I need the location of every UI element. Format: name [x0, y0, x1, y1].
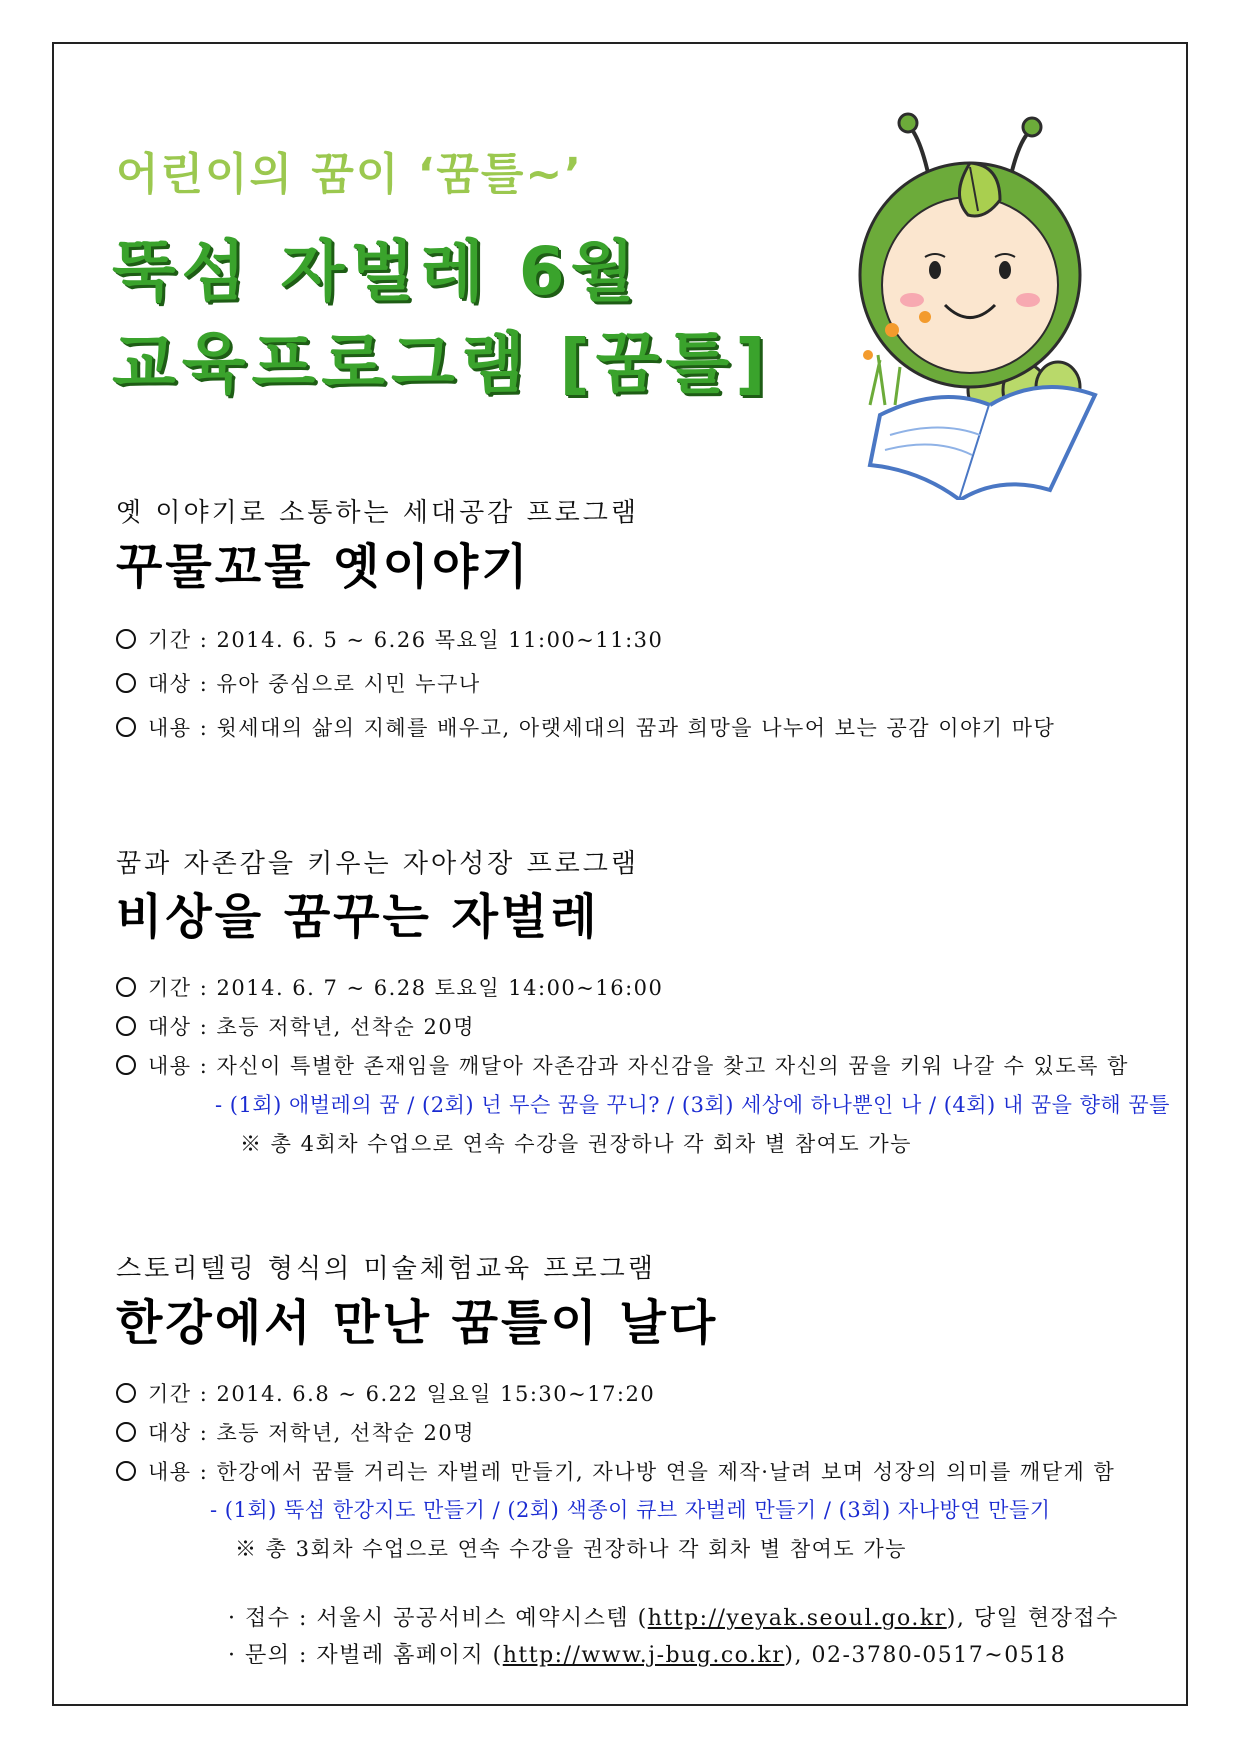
program-1-title: 꾸물꼬물 옛이야기 [116, 539, 531, 595]
program-3-subtitle: 스토리텔링 형식의 미술체험교육 프로그램 [116, 1254, 656, 1284]
program-3-content: 내용 : 한강에서 꿈틀 거리는 자벌레 만들기, 자나방 연을 제작·날려 보며 성장의 의미를 깨닫게 함 [116, 1456, 1115, 1486]
program-2-note: ※ 총 4회차 수업으로 연속 수강을 권장하나 각 회차 별 참여도 가능 [240, 1132, 912, 1156]
homepage-link[interactable]: http://www.j-bug.co.kr [502, 1643, 785, 1668]
program-2-title: 비상을 꿈꾸는 자벌레 [116, 889, 600, 945]
main-title-line2: 교육프로그램 [꿈틀] [112, 325, 772, 402]
footer-inquiry: · 문의 : 자벌레 홈페이지 (http://www.j-bug.co.kr), 02-3780-0517~0518 [228, 1643, 1067, 1668]
circle-bullet-icon [116, 1461, 136, 1481]
program-3-title: 한강에서 만난 꿈틀이 날다 [116, 1295, 719, 1351]
circle-bullet-icon [116, 629, 136, 649]
program-3-note: ※ 총 3회차 수업으로 연속 수강을 권장하나 각 회차 별 참여도 가능 [235, 1537, 907, 1561]
program-1-subtitle: 옛 이야기로 소통하는 세대공감 프로그램 [116, 498, 640, 528]
program-2-subtitle: 꿈과 자존감을 키우는 자아성장 프로그램 [116, 849, 640, 879]
program-3-period: 기간 : 2014. 6.8 ~ 6.22 일요일 15:30~17:20 [116, 1378, 655, 1408]
circle-bullet-icon [116, 1422, 136, 1442]
circle-bullet-icon [116, 673, 136, 693]
main-title-line1: 뚝섬 자벌레 6월 [112, 233, 641, 310]
program-3-sessions: - (1회) 뚝섬 한강지도 만들기 / (2회) 색종이 큐브 자벌레 만들기 / (3회) 자나방연 만들기 [210, 1498, 1051, 1522]
circle-bullet-icon [116, 717, 136, 737]
circle-bullet-icon [116, 1383, 136, 1403]
footer-register: · 접수 : 서울시 공공서비스 예약시스템 (http://yeyak.seoul.go.kr), 당일 현장접수 [228, 1606, 1119, 1631]
register-link[interactable]: http://yeyak.seoul.go.kr [647, 1606, 947, 1631]
circle-bullet-icon [116, 1016, 136, 1036]
program-1-period: 기간 : 2014. 6. 5 ~ 6.26 목요일 11:00~11:30 [116, 624, 663, 654]
program-2-period: 기간 : 2014. 6. 7 ~ 6.28 토요일 14:00~16:00 [116, 972, 663, 1002]
circle-bullet-icon [116, 1055, 136, 1075]
tagline: 어린이의 꿈이 ‘꿈틀~’ [116, 149, 583, 200]
program-1-target: 대상 : 유아 중심으로 시민 누구나 [116, 668, 481, 698]
program-2-sessions: - (1회) 애벌레의 꿈 / (2회) 넌 무슨 꿈을 꾸니? / (3회) 세상에 하나뿐인 나 / (4회) 내 꿈을 향해 꿈틀 [215, 1093, 1170, 1117]
caterpillar-mascot-illustration [850, 105, 1100, 500]
program-2-content: 내용 : 자신이 특별한 존재임을 깨달아 자존감과 자신감을 찾고 자신의 꿈을 키워 나갈 수 있도록 함 [116, 1050, 1129, 1080]
program-2-target: 대상 : 초등 저학년, 선착순 20명 [116, 1011, 475, 1041]
program-3-target: 대상 : 초등 저학년, 선착순 20명 [116, 1417, 475, 1447]
circle-bullet-icon [116, 977, 136, 997]
program-1-content: 내용 : 윗세대의 삶의 지혜를 배우고, 아랫세대의 꿈과 희망을 나누어 보는 공감 이야기 마당 [116, 712, 1055, 742]
